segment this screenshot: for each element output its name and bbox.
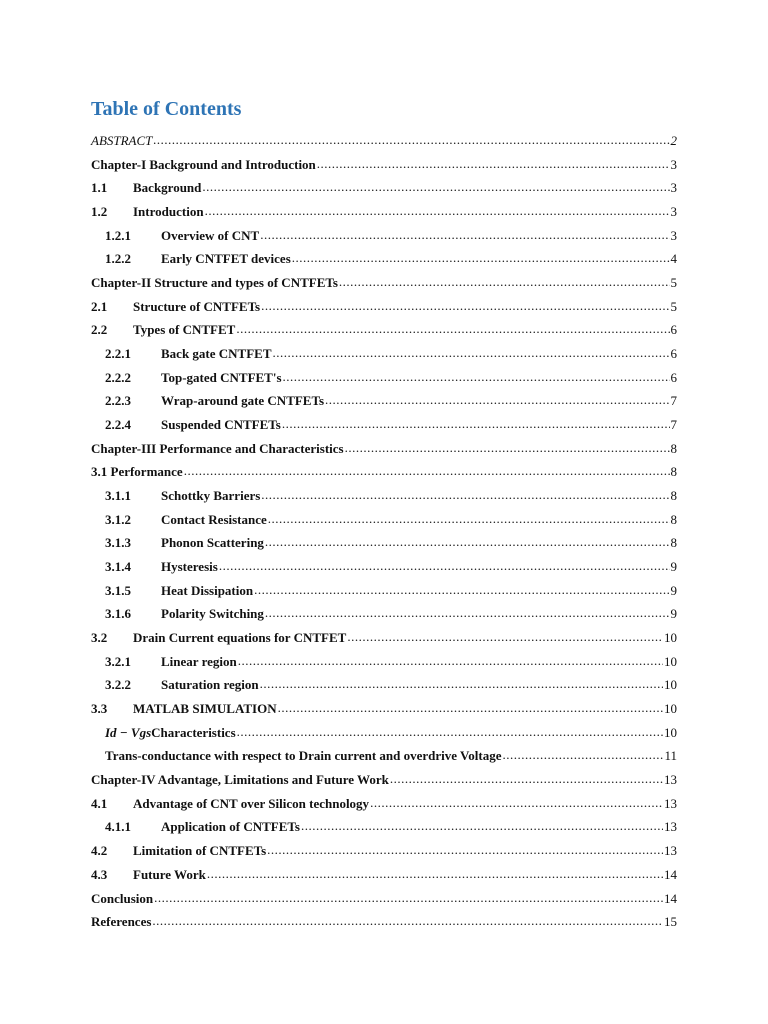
toc-entry-page: 6: [670, 369, 677, 385]
toc-entry-number: 2.2: [91, 322, 108, 338]
toc-entry-page: 10: [664, 677, 677, 693]
toc-entry-number: 4.2: [91, 843, 108, 859]
toc-dot-leader: [184, 463, 670, 476]
toc-entry-label: Background: [133, 180, 202, 196]
toc-dot-leader: [282, 416, 670, 429]
toc-entry-page: 6: [670, 346, 677, 362]
toc-entry-page: 8: [670, 440, 677, 456]
toc-entry-label: Polarity Switching: [161, 606, 264, 622]
toc-entry-number: 2.2.3: [105, 393, 131, 409]
toc-entry-label: Introduction: [133, 204, 204, 220]
toc-dot-leader: [205, 203, 670, 216]
toc-entry[interactable]: [91, 653, 677, 677]
toc-entry-label: References: [91, 914, 152, 930]
toc-dot-leader: [254, 582, 669, 595]
toc-entry-label: Limitation of CNTFETs: [133, 843, 267, 859]
toc-dot-leader: [339, 274, 670, 287]
toc-entry-label: Saturation region: [161, 677, 259, 693]
toc-dot-leader: [317, 156, 670, 169]
toc-entry-label: Schottky Barriers: [161, 488, 261, 504]
toc-entry-number: 2.2.1: [105, 346, 131, 362]
toc-entry-page: 3: [670, 204, 677, 220]
toc-entry-label: Suspended CNTFETs: [161, 417, 281, 433]
toc-entry[interactable]: [91, 250, 677, 274]
toc-entry-page: 11: [664, 748, 677, 764]
toc-entry-label: Advantage of CNT over Silicon technology: [133, 795, 370, 811]
toc-entry-number: 3.1.4: [105, 559, 131, 575]
toc-dot-leader: [292, 250, 670, 263]
toc-entry-label: Types of CNTFET: [133, 322, 236, 338]
toc-dot-leader: [202, 179, 669, 192]
toc-entry-label: Future Work: [133, 866, 206, 882]
toc-entry-page: 13: [664, 772, 677, 788]
toc-entry-label: Overview of CNT: [161, 227, 260, 243]
toc-dot-leader: [283, 369, 670, 382]
toc-entry-label: Chapter-II Structure and types of CNTFETs: [91, 275, 338, 291]
toc-entry-page: 15: [664, 914, 677, 930]
toc-entry[interactable]: [91, 179, 677, 203]
toc-entry-label: Trans-conductance with respect to Drain current and overdrive Voltage: [105, 748, 502, 764]
toc-entry-number: 2.2.2: [105, 369, 131, 385]
toc-entry-label: Back gate CNTFET: [161, 346, 272, 362]
toc-entry-page: 13: [664, 843, 677, 859]
toc-entry[interactable]: [91, 132, 677, 156]
toc-entry-label: Characteristics: [151, 724, 236, 740]
toc-entry[interactable]: [91, 890, 677, 914]
toc-entry-label: Contact Resistance: [161, 511, 267, 527]
toc-dot-leader: [238, 653, 663, 666]
toc-entry-page: 13: [664, 819, 677, 835]
toc-entry[interactable]: [91, 913, 677, 937]
toc-entry-label: Wrap-around gate CNTFETs: [161, 393, 325, 409]
toc-entry[interactable]: [91, 392, 677, 416]
toc-entry[interactable]: [91, 747, 677, 771]
toc-entry-number: 3.1.1: [105, 488, 131, 504]
toc-entry-number: 3.2.1: [105, 653, 131, 669]
toc-entry-label: MATLAB SIMULATION: [133, 701, 277, 717]
toc-entry-page: 13: [664, 795, 677, 811]
toc-dot-leader: [390, 771, 663, 784]
toc-dot-leader: [345, 440, 670, 453]
toc-entry-number: 3.1.5: [105, 582, 131, 598]
toc-entry-label: Structure of CNTFETs: [133, 298, 261, 314]
toc-dot-leader: [268, 511, 670, 524]
toc-entry-number: 1.2.2: [105, 251, 131, 267]
toc-entry-page: 7: [670, 393, 677, 409]
toc-entry-number: 3.2.2: [105, 677, 131, 693]
toc-entry[interactable]: [91, 866, 677, 890]
toc-entry-label: Chapter-I Background and Introduction: [91, 156, 316, 172]
toc-entry-number: 3.1.6: [105, 606, 131, 622]
toc-dot-leader: [154, 890, 663, 903]
toc-entry-label: Chapter-III Performance and Characteristics: [91, 440, 344, 456]
toc-entry-page: 9: [670, 606, 677, 622]
toc-entry-page: 8: [670, 464, 677, 480]
toc-entry-number: 4.1: [91, 795, 108, 811]
toc-dot-leader: [207, 866, 663, 879]
toc-entry-page: 14: [664, 890, 677, 906]
toc-entry-number: 2.1: [91, 298, 108, 314]
toc-dot-leader: [265, 605, 670, 618]
toc-dot-leader: [237, 724, 663, 737]
toc-entry-number: 2.2.4: [105, 417, 131, 433]
toc-entry[interactable]: [91, 369, 677, 393]
toc-entry[interactable]: [91, 440, 677, 464]
toc-dot-leader: [325, 392, 669, 405]
toc-dot-leader: [278, 700, 663, 713]
toc-entry-label: Conclusion: [91, 890, 154, 906]
toc-entry-label: Application of CNTFETs: [161, 819, 300, 835]
toc-entry-number: 3.2: [91, 630, 108, 646]
toc-entry[interactable]: [91, 558, 677, 582]
toc-dot-leader: [152, 913, 663, 926]
toc-entry-page: 10: [664, 653, 677, 669]
toc-entry[interactable]: [91, 227, 677, 251]
toc-entry-page: 10: [664, 724, 677, 740]
toc-dot-leader: [347, 629, 663, 642]
toc-dot-leader: [219, 558, 670, 571]
toc-entry[interactable]: [91, 771, 677, 795]
toc-entry-number: 4.1.1: [105, 819, 131, 835]
toc-entry[interactable]: [91, 582, 677, 606]
toc-entry-label: Heat Dissipation: [161, 582, 254, 598]
toc-entry-label: Early CNTFET devices: [161, 251, 291, 267]
toc-entry[interactable]: [91, 534, 677, 558]
toc-entry-number: 1.2.1: [105, 227, 131, 243]
toc-entry[interactable]: [91, 724, 677, 748]
toc-dot-leader: [273, 345, 670, 358]
toc-entry-number: 1.2: [91, 204, 108, 220]
toc-entry-label: Drain Current equations for CNTFET: [133, 630, 347, 646]
toc-entry-page: 8: [670, 535, 677, 551]
toc-dot-leader: [260, 676, 663, 689]
toc-entry[interactable]: [91, 274, 677, 298]
toc-entry-label: Chapter-IV Advantage, Limitations and Future Work: [91, 772, 389, 788]
toc-entry[interactable]: [91, 842, 677, 866]
toc-list: [91, 132, 677, 937]
toc-entry-page: 2: [670, 133, 677, 148]
toc-dot-leader: [261, 298, 669, 311]
toc-entry-page: 8: [670, 511, 677, 527]
toc-entry-page: 4: [670, 251, 677, 267]
toc-dot-leader: [370, 795, 663, 808]
toc-dot-leader: [236, 321, 669, 334]
toc-entry-page: 5: [670, 298, 677, 314]
toc-entry[interactable]: [91, 416, 677, 440]
toc-entry[interactable]: [91, 629, 677, 653]
toc-entry[interactable]: [91, 345, 677, 369]
toc-entry[interactable]: [91, 676, 677, 700]
toc-entry[interactable]: [91, 818, 677, 842]
toc-entry-number: 3.1.2: [105, 511, 131, 527]
toc-entry-page: 6: [670, 322, 677, 338]
toc-entry[interactable]: [91, 298, 677, 322]
toc-entry-number: 4.3: [91, 866, 108, 882]
toc-dot-leader: [267, 842, 663, 855]
toc-entry[interactable]: [91, 700, 677, 724]
toc-dot-leader: [261, 487, 669, 500]
toc-entry[interactable]: [91, 321, 677, 345]
toc-entry[interactable]: [91, 203, 677, 227]
toc-entry-page: 9: [670, 559, 677, 575]
toc-entry-label: Linear region: [161, 653, 237, 669]
toc-entry-label: Hysteresis: [161, 559, 218, 575]
toc-dot-leader: [260, 227, 669, 240]
toc-entry-number: 3.3: [91, 701, 108, 717]
toc-entry-math: Id − Vgs: [105, 724, 152, 740]
toc-dot-leader: [265, 534, 670, 547]
toc-entry-page: 3: [670, 156, 677, 172]
toc-entry[interactable]: [91, 487, 677, 511]
toc-entry-label: Phonon Scattering: [161, 535, 264, 551]
toc-entry[interactable]: [91, 511, 677, 535]
toc-entry-page: 5: [670, 275, 677, 291]
toc-entry-page: 3: [670, 180, 677, 196]
toc-entry-page: 7: [670, 417, 677, 433]
toc-entry-page: 8: [670, 488, 677, 504]
toc-dot-leader: [301, 818, 663, 831]
toc-entry-page: 3: [670, 227, 677, 243]
toc-entry-label: ABSTRACT: [91, 133, 153, 148]
toc-entry-page: 10: [664, 630, 677, 646]
toc-entry[interactable]: [91, 463, 677, 487]
toc-entry-number: 1.1: [91, 180, 108, 196]
toc-entry-label: 3.1 Performance: [91, 464, 183, 480]
toc-entry[interactable]: [91, 795, 677, 819]
toc-title: Table of Contents: [91, 98, 242, 120]
toc-dot-leader: [153, 132, 669, 145]
toc-entry[interactable]: [91, 156, 677, 180]
toc-entry-page: 9: [670, 582, 677, 598]
toc-entry-label: Top-gated CNTFET's: [161, 369, 282, 385]
toc-dot-leader: [502, 747, 663, 760]
toc-entry-number: 3.1.3: [105, 535, 131, 551]
toc-entry-page: 10: [664, 701, 677, 717]
toc-entry[interactable]: [91, 605, 677, 629]
toc-entry-page: 14: [664, 866, 677, 882]
